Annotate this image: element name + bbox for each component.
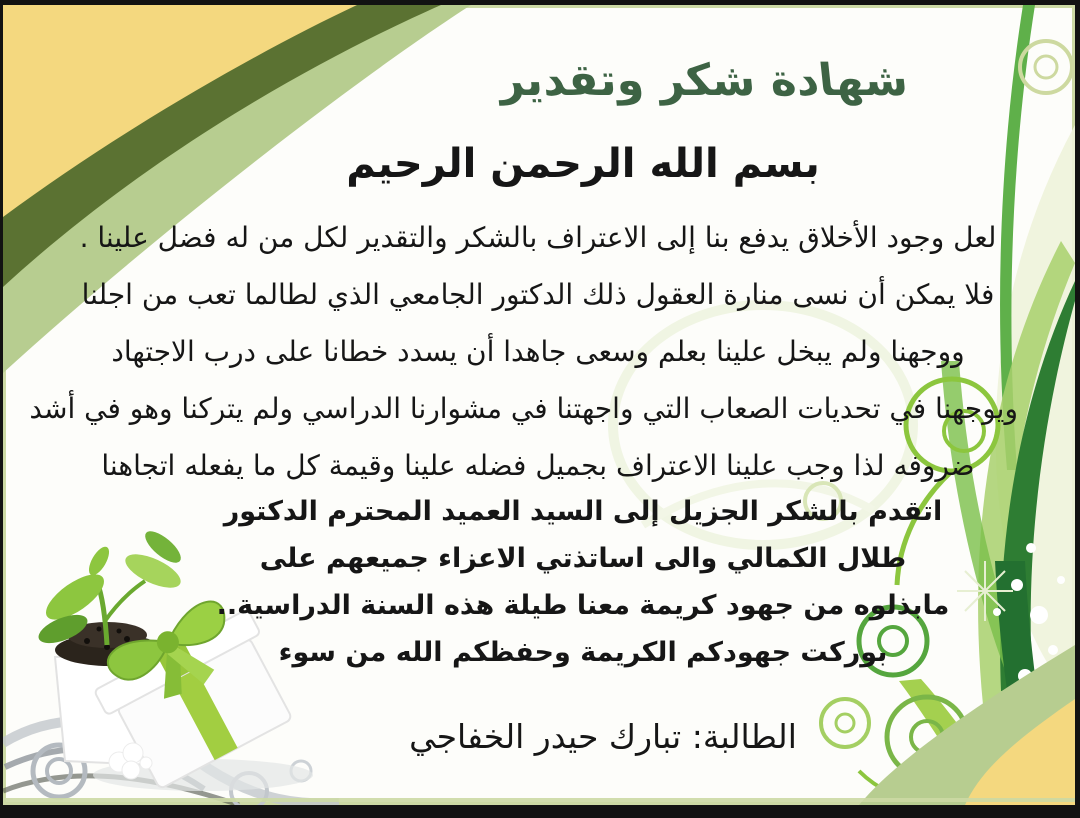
bottom-pale-green-strip: [3, 798, 1075, 802]
appreciation-text-block: [29, 209, 1018, 494]
dedication-line-4: بوركت جهودكم الكريمة وحفظكم الله من سوء: [278, 637, 888, 668]
dedication-line-1: اتقدم بالشكر الجزيل إلى السيد العميد المحترم الدكتور: [223, 496, 943, 527]
dedication-line-2: طلال الكمالي والى اساتذتي الاعزاء جميعهم على: [259, 543, 907, 574]
body-line-2: فلا يمكن أن نسى منارة العقول ذلك الدكتور الجامعي الذي لطالما تعب من اجلنا: [81, 278, 995, 311]
body-line-3: ووجهنا ولم يبخل علينا بعلم وسعى جاهدا أن يسدد خطانا على درب الاجتهاد: [111, 335, 965, 368]
certificate-title-calligraphy: شهادة شكر وتقدير: [495, 55, 911, 106]
body-line-5: ضروفه لذا وجب علينا الاعتراف بجميل فضله علينا وقيمة كل ما يفعله اتجاهنا: [101, 449, 975, 482]
dedication-line-3: مابذلوه من جهود كريمة معنا طيلة هذه السنة الدراسية..: [216, 590, 950, 621]
body-line-1: لعل وجود الأخلاق يدفع بنا إلى الاعتراف بالشكر والتقدير لكل من له فضل علينا .: [79, 221, 997, 254]
body-line-4: ويوجهنا في تحديات الصعاب التي واجهتنا في مشوارنا الدراسي ولم يتركنا وهو في أشد: [29, 392, 1018, 425]
dedication-text-block: [133, 488, 1033, 676]
student-signature: الطالبة: تبارك حيدر الخفاجي: [409, 717, 797, 756]
basmala-calligraphy: بسم الله الرحمن الرحيم: [346, 141, 820, 187]
